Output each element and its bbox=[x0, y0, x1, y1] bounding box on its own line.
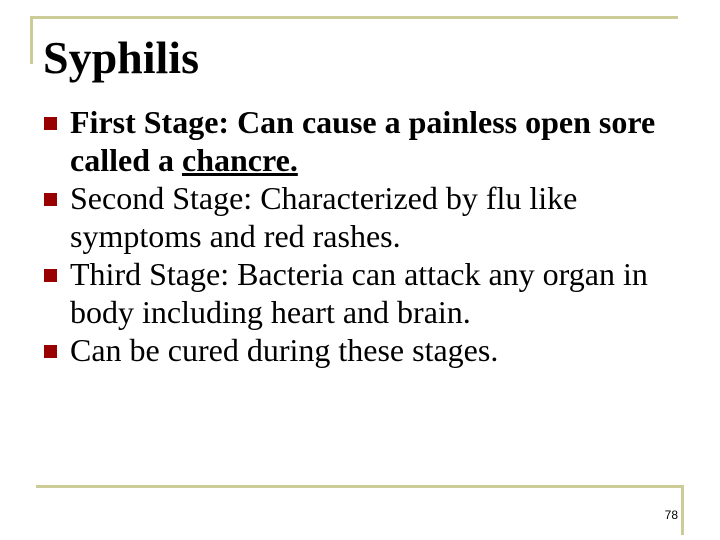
bullet-text-first-stage: First Stage: Can cause a painless open sore called a bbox=[70, 104, 656, 178]
bullet-item-first-stage bbox=[44, 103, 684, 179]
square-bullet-icon bbox=[44, 269, 57, 282]
square-bullet-icon bbox=[44, 117, 57, 130]
page-number: 78 bbox=[664, 508, 678, 522]
bullet-list bbox=[44, 103, 684, 369]
top-decorative-rule bbox=[30, 16, 678, 19]
square-bullet-icon bbox=[44, 345, 57, 358]
bullet-item-second-stage bbox=[44, 179, 684, 255]
bottom-decorative-rule bbox=[36, 485, 684, 488]
chancre-term: chancre. bbox=[181, 142, 298, 178]
bullet-item-third-stage bbox=[44, 255, 684, 331]
bullet-text-second-stage: Second Stage: Characterized by flu like symptoms and red rashes. bbox=[70, 180, 578, 254]
bullet-item-cure bbox=[44, 331, 684, 369]
square-bullet-icon bbox=[44, 193, 57, 206]
bullet-text-cure: Can be cured during these stages. bbox=[70, 332, 499, 368]
bottom-right-decorative-rule bbox=[681, 485, 684, 535]
bullet-text-third-stage: Third Stage: Bacteria can attack any organ in body including heart and brain. bbox=[70, 256, 648, 330]
top-left-decorative-rule bbox=[30, 16, 33, 64]
slide-title: Syphilis bbox=[43, 32, 199, 83]
